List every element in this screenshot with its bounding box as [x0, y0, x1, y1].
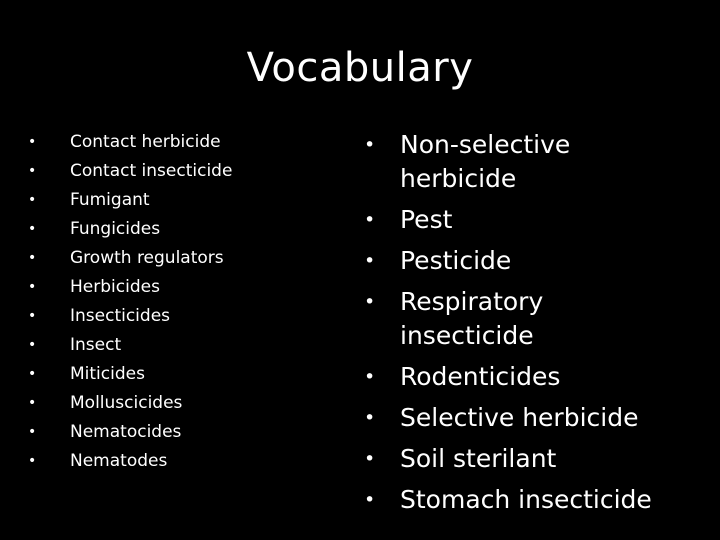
bullet-icon: •: [28, 424, 37, 440]
list-item: [28, 215, 328, 244]
bullet-icon: •: [364, 366, 376, 388]
list-item-text: Insect: [70, 335, 122, 355]
bullet-icon: •: [28, 279, 37, 295]
list-item: [28, 447, 328, 476]
list-item-text: Contact insecticide: [70, 161, 233, 181]
list-item-text: Insecticides: [70, 306, 171, 326]
bullet-icon: •: [28, 308, 37, 324]
list-item-text: Nematodes: [70, 451, 168, 471]
right-vocabulary-list: [364, 128, 714, 524]
list-item-text: Herbicides: [70, 277, 160, 297]
bullet-icon: •: [28, 250, 37, 266]
list-item-text: Pest: [400, 205, 453, 234]
list-item: [28, 302, 328, 331]
list-item-text: Miticides: [70, 364, 145, 384]
bullet-icon: •: [364, 209, 376, 231]
list-item: [364, 401, 714, 435]
list-item: [28, 128, 328, 157]
bullet-icon: •: [28, 453, 37, 469]
list-item: [364, 203, 714, 237]
list-item: [28, 331, 328, 360]
list-item-text: Contact herbicide: [70, 132, 221, 152]
bullet-icon: •: [28, 366, 37, 382]
list-item-text: Nematocides: [70, 422, 182, 442]
list-item-text: Growth regulators: [70, 248, 224, 268]
list-item-text: Rodenticides: [400, 362, 561, 391]
bullet-icon: •: [364, 134, 376, 156]
bullet-icon: •: [364, 448, 376, 470]
bullet-icon: •: [28, 163, 37, 179]
list-item-text: Selective herbicide: [400, 403, 639, 432]
list-item: [28, 244, 328, 273]
bullet-icon: •: [28, 221, 37, 237]
list-item-text: Fumigant: [70, 190, 150, 210]
bullet-icon: •: [28, 192, 37, 208]
bullet-icon: •: [28, 395, 37, 411]
list-item: [364, 285, 714, 353]
list-item: [364, 442, 714, 476]
bullet-icon: •: [364, 489, 376, 511]
bullet-icon: •: [28, 134, 37, 150]
slide-title: Vocabulary: [246, 45, 474, 91]
bullet-icon: •: [364, 407, 376, 429]
list-item-text: Fungicides: [70, 219, 161, 239]
list-item: [28, 360, 328, 389]
list-item-text: Pesticide: [400, 246, 512, 275]
list-item: [28, 418, 328, 447]
list-item: [364, 360, 714, 394]
list-item-text: Stomach insecticide: [400, 485, 652, 514]
list-item-text: Soil sterilant: [400, 444, 557, 473]
bullet-icon: •: [364, 291, 376, 313]
list-item: [28, 389, 328, 418]
left-vocabulary-list: [28, 128, 328, 476]
list-item: [364, 483, 714, 517]
list-item: [28, 273, 328, 302]
list-item: [28, 157, 328, 186]
list-item: [28, 186, 328, 215]
list-item-text: Non-selective herbicide: [400, 130, 571, 193]
bullet-icon: •: [364, 250, 376, 272]
bullet-icon: •: [28, 337, 37, 353]
list-item: [364, 244, 714, 278]
list-item-text: Molluscicides: [70, 393, 183, 413]
list-item-text: Respiratory insecticide: [400, 287, 544, 350]
list-item: [364, 128, 714, 196]
